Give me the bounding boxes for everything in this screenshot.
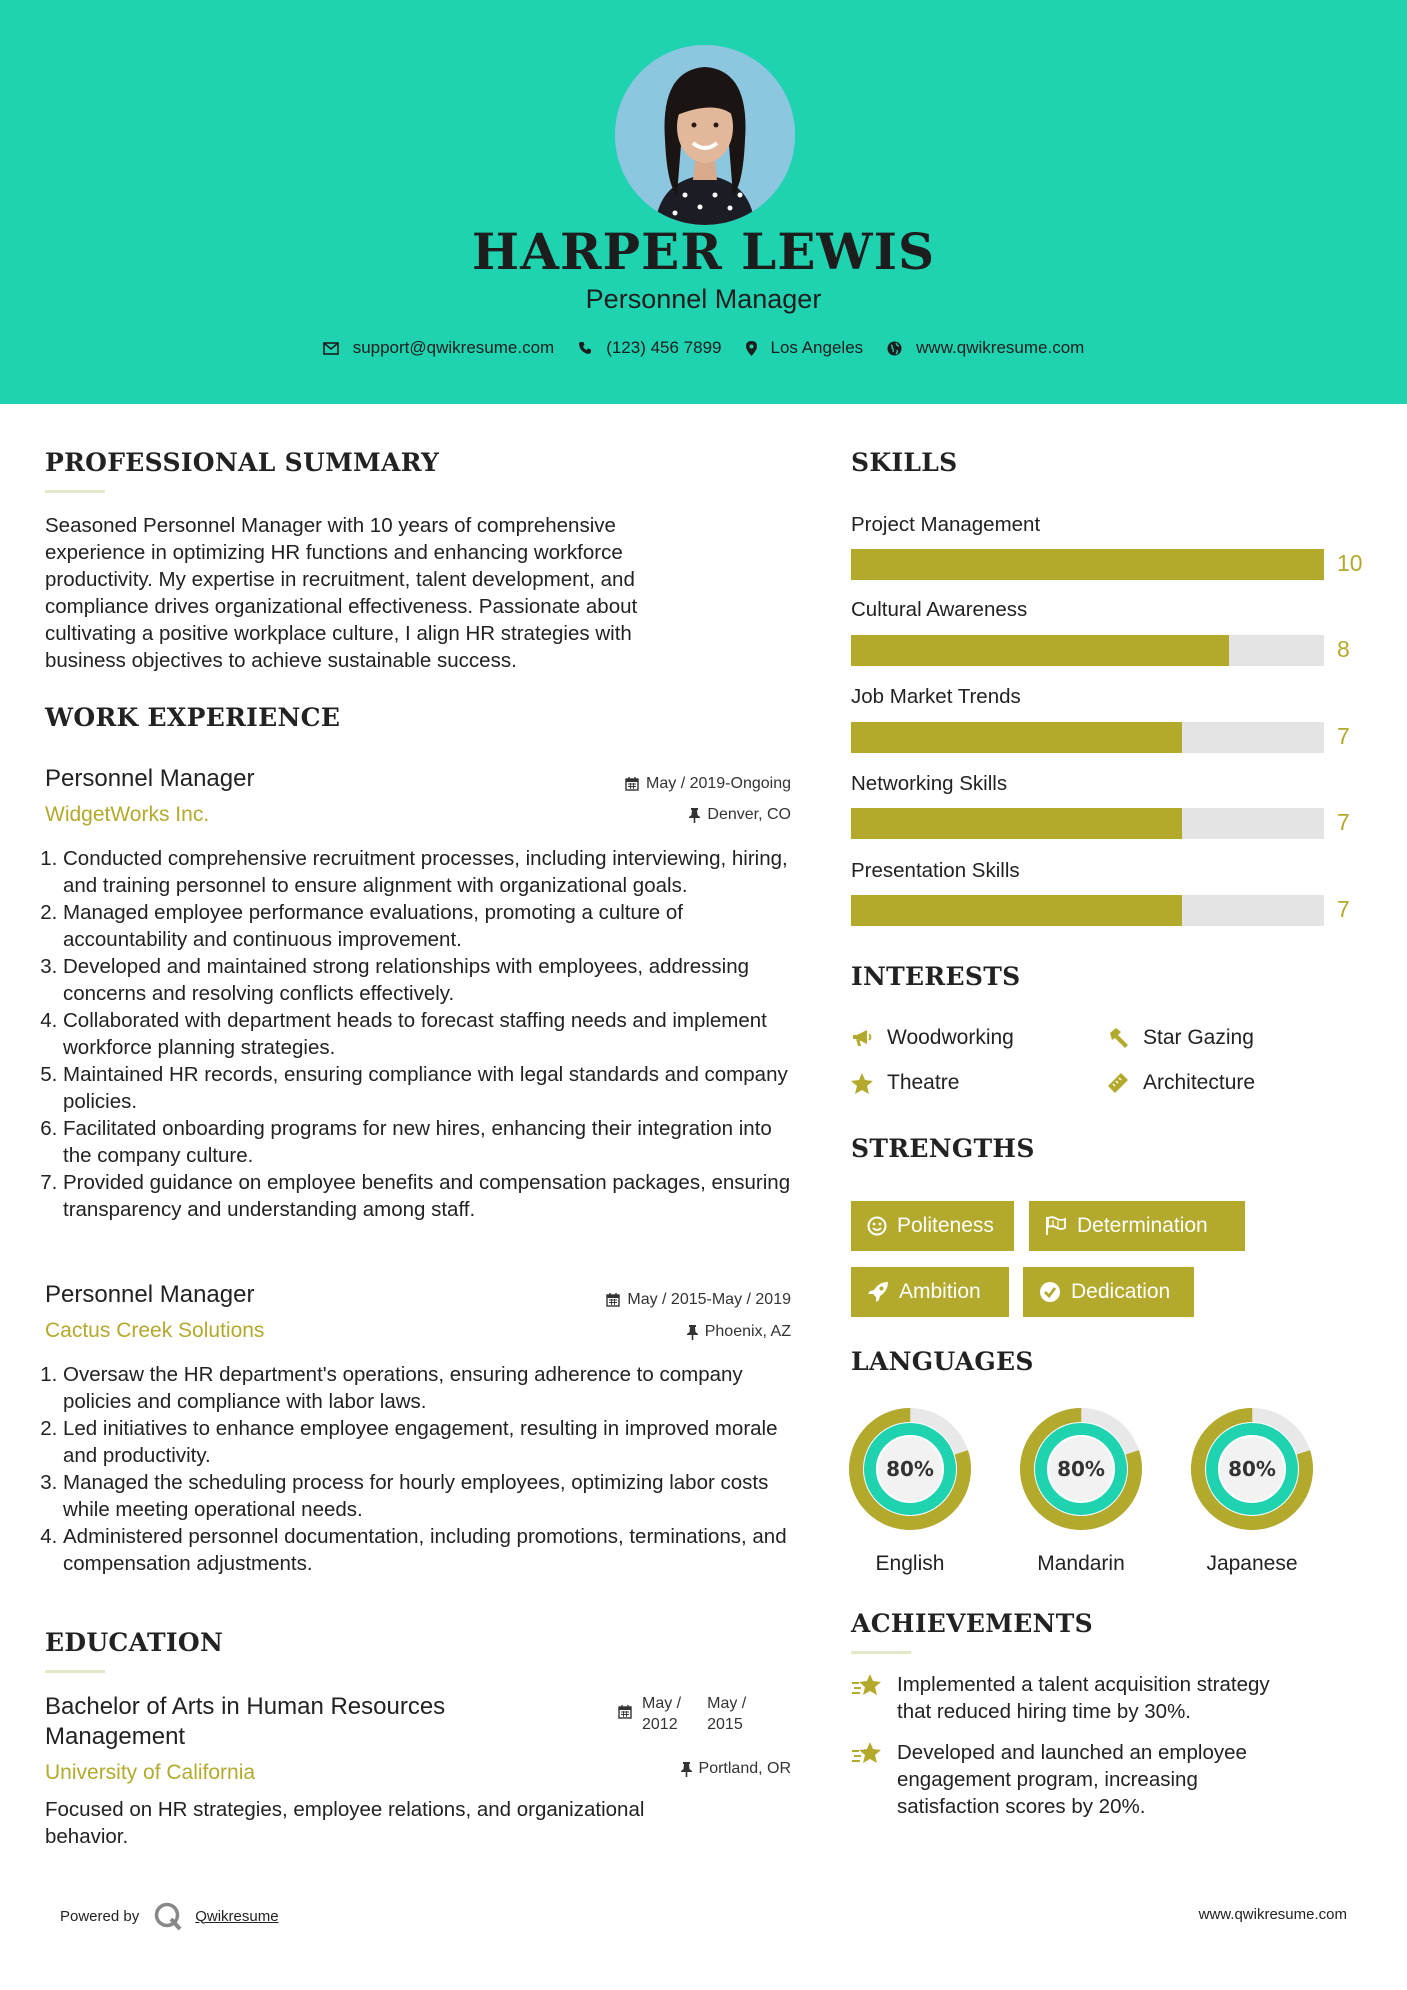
school-name: University of California: [45, 1761, 256, 1784]
language-item: [1019, 1407, 1143, 1576]
duty-item: 1. Conducted comprehensive recruitment processes, including interviewing, hiring, and training personnel to ensure alignment with organizational goals.: [63, 845, 805, 899]
interest-item: [1107, 1071, 1255, 1095]
skill-value: 10: [1337, 550, 1363, 576]
strength-tag: [851, 1267, 1009, 1317]
flag-icon: [1045, 1216, 1067, 1236]
job-duties: [45, 1361, 805, 1577]
education-start-year: 2012: [642, 1716, 678, 1733]
duty-item: 6. Facilitated onboarding programs for new hires, enhancing their integration into the company culture.: [63, 1115, 805, 1169]
duty-item: 3. Developed and maintained strong relationships with employees, addressing concerns and resolving conflicts effectively.: [63, 953, 805, 1007]
candidate-role: Personnel Manager: [585, 284, 822, 314]
skill-bar-track: [851, 635, 1324, 666]
duty-item: 7. Provided guidance on employee benefits and compensation packages, ensuring transparency and understanding among staff.: [63, 1169, 805, 1223]
education-start: [642, 1693, 681, 1735]
strength-label: Ambition: [899, 1280, 981, 1303]
contact-location: [746, 338, 864, 358]
shooting-star-icon: [851, 1741, 883, 1767]
job-duties: [45, 845, 805, 1223]
achievements-rule: [851, 1651, 911, 1654]
strength-label: Dedication: [1071, 1280, 1171, 1303]
job-dates: [480, 1291, 791, 1309]
contact-phone[interactable]: [578, 338, 721, 358]
degree-title: [45, 1692, 445, 1752]
education-location: [480, 1760, 791, 1778]
skill-bar-fill: [851, 549, 1324, 580]
rocket-icon: [867, 1281, 889, 1303]
shooting-star-icon: [851, 1673, 883, 1699]
megaphone-icon: [851, 1028, 873, 1048]
contact-website-text: www.qwikresume.com: [916, 338, 1085, 357]
summary-line: business objectives to achieve sustainable success.: [45, 649, 517, 672]
duty-item: 3. Managed the scheduling process for hourly employees, optimizing labor costs while meeting operational needs.: [63, 1469, 805, 1523]
avatar-icon: [615, 45, 795, 225]
achievement-text: [897, 1671, 1270, 1725]
header-banner: [0, 0, 1407, 404]
job-title: Personnel Manager: [45, 1281, 255, 1308]
achievement-line: satisfaction scores by 20%.: [897, 1795, 1146, 1818]
powered-by-text: Powered by: [60, 1907, 140, 1925]
summary-line: cultivating a positive workplace culture, I align HR strategies with: [45, 622, 632, 645]
job-location: [480, 806, 791, 824]
candidate-name: HARPER LEWIS: [471, 222, 936, 281]
skill-value: 8: [1337, 636, 1350, 662]
duty-item: 1. Oversaw the HR department's operations, ensuring adherence to company policies and compliance with labor laws.: [63, 1361, 805, 1415]
language-ring: [1019, 1407, 1143, 1531]
skill-bar-track: [851, 549, 1324, 580]
star-icon: [851, 1073, 873, 1094]
skill-bar-track: [851, 895, 1324, 926]
job-dates: [480, 775, 791, 793]
interest-item: [851, 1026, 1014, 1050]
smile-icon: [867, 1216, 887, 1236]
education-title: EDUCATION: [45, 1628, 224, 1657]
education-location-text: Portland, OR: [698, 1760, 791, 1777]
education-desc-line: behavior.: [45, 1825, 129, 1848]
skills-title: SKILLS: [851, 448, 958, 477]
pushpin-icon: [689, 808, 700, 823]
skill-value: 7: [1337, 723, 1350, 749]
job-location-text: Denver, CO: [707, 806, 791, 823]
interest-label: Theatre: [887, 1071, 960, 1094]
company-name: Cactus Creek Solutions: [45, 1319, 265, 1342]
skill-name: Job Market Trends: [851, 685, 1021, 708]
calendar-icon: [606, 1293, 620, 1307]
envelope-icon: [323, 342, 339, 355]
language-name: English: [875, 1552, 945, 1575]
job-location: [480, 1323, 791, 1341]
contact-bar: [0, 338, 1407, 358]
achievement-line: Implemented a talent acquisition strategy: [897, 1673, 1270, 1696]
languages-title: LANGUAGES: [851, 1347, 1034, 1376]
achievement-line: that reduced hiring time by 30%.: [897, 1700, 1191, 1723]
language-name: Mandarin: [1037, 1552, 1125, 1575]
skill-value: 7: [1337, 809, 1350, 835]
skill-name: Networking Skills: [851, 772, 1008, 795]
globe-icon: [887, 341, 902, 356]
education-dates: [618, 1693, 746, 1735]
hammer-icon: [1107, 1027, 1129, 1049]
job-dates-text: May / 2015-May / 2019: [627, 1291, 791, 1308]
language-percent: 80%: [1057, 1457, 1105, 1481]
achievement-line: Developed and launched an employee: [897, 1741, 1247, 1764]
strength-tag: [851, 1201, 1014, 1251]
check-circle-icon: [1039, 1281, 1061, 1303]
language-ring: [848, 1407, 972, 1531]
skill-name: Presentation Skills: [851, 859, 1020, 882]
experience-title: WORK EXPERIENCE: [45, 703, 341, 732]
language-ring: [1190, 1407, 1314, 1531]
skill-name: Project Management: [851, 513, 1041, 536]
phone-icon: [578, 341, 592, 355]
achievement-item: [851, 1739, 1371, 1820]
footer-powered-by: [60, 1901, 279, 1931]
duty-item: 4. Collaborated with department heads to forecast staffing needs and implement workforce planning strategies.: [63, 1007, 805, 1061]
map-pin-icon: [746, 341, 757, 356]
achievement-text: [897, 1739, 1247, 1820]
summary-text: [45, 512, 785, 674]
interests-title: INTERESTS: [851, 962, 1021, 991]
skill-bar-track: [851, 722, 1324, 753]
strength-tag: [1029, 1201, 1245, 1251]
contact-email[interactable]: [323, 338, 555, 358]
duty-item: 4. Administered personnel documentation, including promotions, terminations, and compensation adjustments.: [63, 1523, 805, 1577]
interest-item: [1107, 1026, 1254, 1050]
duty-item: 2. Led initiatives to enhance employee engagement, resulting in improved morale and productivity.: [63, 1415, 805, 1469]
strength-tag: [1023, 1267, 1194, 1317]
duty-item: 5. Maintained HR records, ensuring compliance with legal standards and company policies.: [63, 1061, 805, 1115]
brand-link[interactable]: Qwikresume: [195, 1907, 279, 1925]
skill-name: Cultural Awareness: [851, 598, 1028, 621]
language-percent: 80%: [1228, 1457, 1276, 1481]
summary-rule: [45, 490, 105, 493]
company-name: WidgetWorks Inc.: [45, 803, 210, 826]
pushpin-icon: [687, 1325, 698, 1340]
skill-value: 7: [1337, 896, 1350, 922]
duty-item: 2. Managed employee performance evaluations, promoting a culture of accountability and continuous improvement.: [63, 899, 805, 953]
skill-bar-fill: [851, 635, 1229, 666]
job-dates-text: May / 2019-Ongoing: [646, 775, 791, 792]
education-start-month: May /: [642, 1695, 682, 1712]
summary-title: PROFESSIONAL SUMMARY: [45, 448, 440, 477]
job-title: Personnel Manager: [45, 765, 255, 792]
footer-website[interactable]: www.qwikresume.com: [1198, 1906, 1347, 1923]
skill-bar-track: [851, 808, 1324, 839]
summary-line: compliance drives organizational effectiveness. Passionate about: [45, 595, 638, 618]
education-rule: [45, 1670, 105, 1673]
education-end-month: May /: [707, 1695, 747, 1712]
strength-label: Politeness: [897, 1214, 994, 1237]
skill-bar-fill: [851, 808, 1182, 839]
degree-line: Management: [45, 1723, 186, 1750]
summary-line: productivity. My expertise in recruitment, talent development, and: [45, 568, 635, 591]
ruler-icon: [1107, 1072, 1129, 1094]
language-name: Japanese: [1206, 1552, 1298, 1575]
contact-phone-text: (123) 456 7899: [606, 338, 722, 357]
contact-location-text: Los Angeles: [770, 338, 864, 357]
calendar-icon: [625, 777, 639, 791]
achievements-title: ACHIEVEMENTS: [851, 1609, 1093, 1638]
interest-item: [851, 1071, 959, 1095]
profile-photo: [615, 45, 795, 225]
qwikresume-logo-icon: [153, 1901, 183, 1931]
summary-line: Seasoned Personnel Manager with 10 years of comprehensive: [45, 514, 616, 537]
strengths-title: STRENGTHS: [851, 1134, 1035, 1163]
calendar-icon: [618, 1705, 632, 1719]
summary-line: experience in optimizing HR functions and enhancing workforce: [45, 541, 623, 564]
interest-label: Architecture: [1143, 1071, 1256, 1094]
language-item: [848, 1407, 972, 1576]
contact-website[interactable]: [887, 338, 1084, 358]
education-end-year: 2015: [707, 1716, 743, 1733]
interest-label: Woodworking: [887, 1026, 1014, 1049]
achievement-line: engagement program, increasing: [897, 1768, 1198, 1791]
achievement-item: [851, 1671, 1371, 1725]
job-location-text: Phoenix, AZ: [704, 1323, 791, 1340]
skill-bar-fill: [851, 895, 1182, 926]
education-description: [45, 1796, 785, 1850]
education-desc-line: Focused on HR strategies, employee relations, and organizational: [45, 1798, 645, 1821]
degree-line: Bachelor of Arts in Human Resources: [45, 1693, 446, 1720]
contact-email-text: support@qwikresume.com: [352, 338, 555, 357]
interest-label: Star Gazing: [1143, 1026, 1254, 1049]
education-end: [707, 1693, 746, 1735]
language-item: [1190, 1407, 1314, 1576]
strength-label: Determination: [1077, 1214, 1208, 1237]
language-percent: 80%: [886, 1457, 934, 1481]
pushpin-icon: [681, 1762, 692, 1777]
skill-bar-fill: [851, 722, 1182, 753]
